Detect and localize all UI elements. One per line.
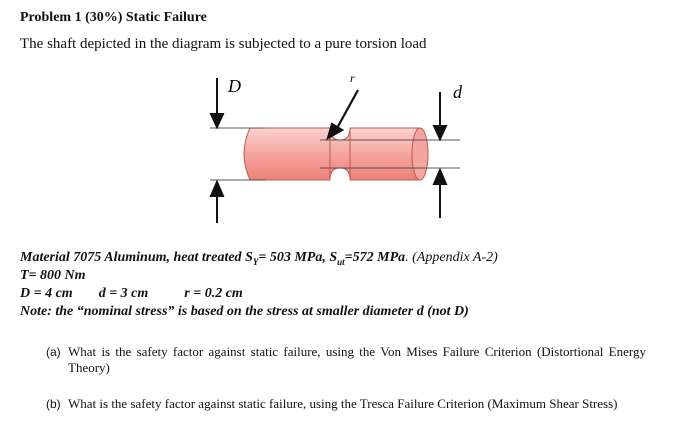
problem-title: Problem 1 (30%) Static Failure [20, 10, 207, 25]
appendix-ref: . (Appendix A-2) [405, 250, 498, 265]
label-D: D [228, 76, 241, 96]
sy-value: = 503 MPa, [258, 250, 330, 265]
sy-symbol: S [245, 250, 253, 265]
shaft-diagram [190, 68, 480, 233]
shaft-body [244, 128, 428, 180]
question-b [46, 396, 646, 412]
sut-value: =572 MPa [344, 250, 406, 265]
dimension-D-arrows [211, 78, 223, 223]
sut-symbol: S [329, 250, 338, 265]
question-b-label: (b) [46, 397, 61, 411]
question-a-label: (a) [46, 345, 61, 359]
dim-D: D = 4 cm [20, 286, 73, 301]
dim-r: r = 0.2 cm [184, 286, 243, 301]
label-d: d [453, 82, 462, 102]
torque-line: T= 800 Nm [20, 268, 86, 283]
problem-intro: The shaft depicted in the diagram is subjected to a pure torsion load [20, 36, 427, 52]
label-r: r [350, 71, 355, 85]
question-a-text: What is the safety factor against static failure, using the Von Mises Failure Criterion (Distortional Energy Theory) [68, 344, 646, 375]
dim-d: d = 3 cm [98, 286, 149, 301]
sut-subscript: ut [337, 256, 345, 267]
question-b-text: What is the safety factor against static failure, using the Tresca Failure Criterion (Maximum Shear Stress) [68, 396, 618, 411]
dimension-d-arrows [434, 92, 446, 218]
material-prefix: Material 7075 Aluminum, heat treated [20, 250, 246, 265]
note-line: Note: the “nominal stress” is based on the stress at smaller diameter d (not D) [20, 304, 469, 319]
material-line [20, 250, 498, 267]
dimensions-line [20, 286, 243, 302]
sy-subscript: Y [252, 256, 259, 267]
question-a [46, 344, 646, 376]
